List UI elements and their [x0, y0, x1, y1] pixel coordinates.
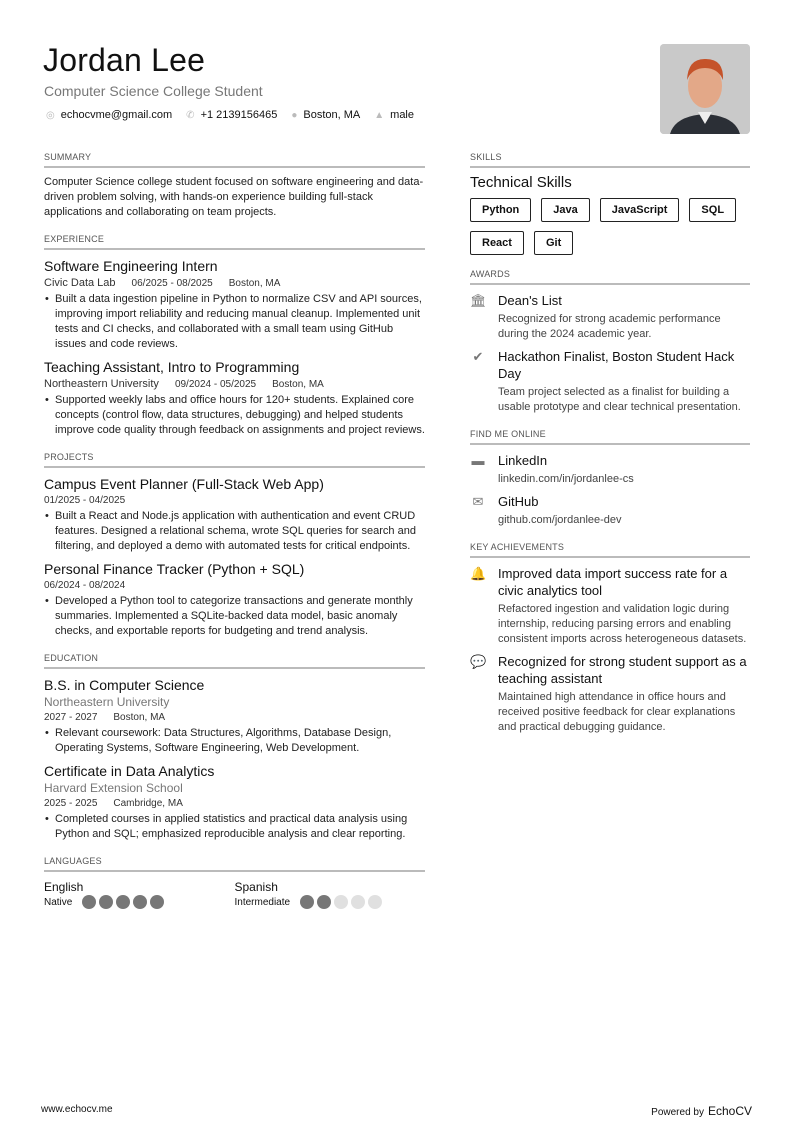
achievement-item: [470, 653, 750, 735]
projects-section: [44, 452, 425, 639]
experience-item: [44, 358, 425, 438]
comment-icon: 💬: [470, 654, 487, 669]
phone-icon: ✆: [186, 109, 195, 121]
powered-by-label: Powered by: [651, 1107, 704, 1118]
education-section: [44, 653, 425, 842]
proficiency-dots: [82, 895, 164, 909]
project-name: Campus Event Planner (Full-Stack Web App): [44, 476, 324, 492]
summary-text: Computer Science college student focused on software engineering and data-driven problem solving, with hands-on experience building full-stack applications and collaborating on team projects.: [44, 176, 424, 218]
location-pin-icon: ●: [291, 109, 298, 121]
award-item: [470, 348, 750, 415]
school: Harvard Extension School: [44, 781, 183, 795]
section-heading: PROJECTS: [44, 452, 425, 468]
degree: Certificate in Data Analytics: [44, 763, 215, 779]
check-badge-icon: ✔: [472, 349, 484, 364]
candidate-name: Jordan Lee: [43, 42, 206, 78]
location: Boston, MA: [113, 712, 166, 723]
bullet: • Completed courses in applied statistics and practical data analysis using Python and SQL; emphasized reproducible analysis and clear reporting.: [44, 812, 425, 842]
dates: 06/2024 - 08/2024: [44, 580, 126, 591]
section-heading: AWARDS: [470, 269, 750, 285]
proficiency-dot: [300, 895, 314, 909]
phone[interactable]: +1 2139156465: [200, 109, 278, 121]
skills-section: [470, 152, 750, 255]
school: Northeastern University: [44, 695, 170, 709]
proficiency-dot: [133, 895, 147, 909]
achievement-title: Recognized for strong student support as a teaching assistant: [498, 654, 747, 686]
skill-group-title: Technical Skills: [470, 174, 572, 191]
gender: male: [390, 109, 414, 121]
awards-section: [470, 269, 750, 415]
section-heading: KEY ACHIEVEMENTS: [470, 542, 750, 558]
proficiency-dot: [99, 895, 113, 909]
footer-website[interactable]: www.echocv.me: [41, 1104, 113, 1115]
online-url[interactable]: github.com/jordanlee-dev: [498, 514, 622, 526]
bullet: • Built a data ingestion pipeline in Python to normalize CSV and API sources, improving import reliability and reducing manual cleanup. Implemented unit tests and CI checks, and collaborated with a small team using GitHub issues and code reviews.: [44, 292, 425, 352]
candidate-title: Computer Science College Student: [44, 83, 263, 99]
achievement-desc: Refactored ingestion and validation logic during internship, reducing parsing errors and enabling consistent imports across heterogeneous datasets.: [498, 603, 747, 645]
proficiency-dot: [150, 895, 164, 909]
card-icon: ▬: [471, 453, 485, 468]
online-item: [470, 493, 750, 528]
project-item: [44, 475, 425, 554]
language-item: [235, 879, 426, 909]
location: Cambridge, MA: [113, 798, 183, 809]
brand-logo: EchoCV: [707, 1104, 752, 1118]
proficiency-dot: [334, 895, 348, 909]
online-title: GitHub: [498, 494, 539, 509]
award-item: [470, 292, 750, 342]
at-icon: ◎: [46, 109, 55, 121]
skill-tag: React: [470, 231, 524, 255]
degree: B.S. in Computer Science: [44, 677, 205, 693]
language-name: Spanish: [234, 880, 278, 894]
language-level: Native: [44, 896, 73, 908]
section-heading: FIND ME ONLINE: [470, 429, 750, 445]
dates: 01/2025 - 04/2025: [44, 495, 126, 506]
award-desc: Recognized for strong academic performance during the 2024 academic year.: [498, 313, 721, 340]
achievements-section: [470, 542, 750, 735]
location: Boston, MA: [272, 379, 324, 390]
section-heading: SKILLS: [470, 152, 750, 168]
languages-section: [44, 856, 425, 909]
project-name: Personal Finance Tracker (Python + SQL): [44, 561, 305, 577]
envelope-icon: ✉: [472, 494, 484, 509]
section-heading: LANGUAGES: [44, 856, 425, 872]
proficiency-dot: [368, 895, 382, 909]
online-title: LinkedIn: [498, 453, 548, 468]
bank-icon: 🏛: [470, 293, 487, 308]
experience-item: [44, 257, 425, 352]
experience-section: [44, 234, 425, 438]
skill-tag: SQL: [689, 198, 736, 222]
dates: 09/2024 - 05/2025: [174, 379, 257, 390]
person-icon: ▲: [374, 109, 385, 121]
education-item: [44, 762, 425, 842]
section-heading: EXPERIENCE: [44, 234, 425, 250]
right-column: [470, 152, 750, 749]
profile-photo: [660, 44, 750, 134]
bullet: • Built a React and Node.js application with authentication and event CRUD features. Designed a relational schema, wrote SQL queries for search and filtering, and deployed a demo with automated tests for critical endpoints.: [44, 509, 425, 554]
bullet: • Supported weekly labs and office hours for 120+ students. Explained core concepts (control flow, data structures, debugging) and helped students improve code quality through feedback on assignments and project reviews.: [44, 393, 425, 438]
job-role: Software Engineering Intern: [44, 258, 218, 274]
job-role: Teaching Assistant, Intro to Programming: [44, 359, 300, 375]
award-title: Hackathon Finalist, Boston Student Hack Day: [498, 349, 735, 381]
email[interactable]: echocvme@gmail.com: [60, 109, 173, 121]
bell-icon: 🔔: [470, 566, 487, 581]
bullet: • Relevant coursework: Data Structures, Algorithms, Database Design, Operating Systems, Software Engineering, Web Development.: [44, 726, 425, 756]
proficiency-dot: [116, 895, 130, 909]
organization: Civic Data Lab: [44, 277, 116, 289]
skill-tag: Java: [541, 198, 589, 222]
education-item: [44, 676, 425, 756]
online-url[interactable]: linkedin.com/in/jordanlee-cs: [498, 473, 634, 485]
achievement-item: [470, 565, 750, 647]
online-item: [470, 452, 750, 487]
achievement-desc: Maintained high attendance in office hours and received positive feedback for clear explanations and practical debugging guidance.: [498, 691, 736, 733]
dates: 2027 - 2027: [44, 712, 98, 723]
summary-section: [44, 152, 425, 220]
proficiency-dot: [351, 895, 365, 909]
left-column: [44, 152, 425, 923]
contact-info: [46, 109, 414, 121]
organization: Northeastern University: [44, 378, 159, 390]
skill-tag: JavaScript: [600, 198, 680, 222]
bullet: • Developed a Python tool to categorize transactions and generate monthly summaries. Implemented a SQLite-backed data model, basic anomaly checks, and exportable reports for budgeting and trend analysis.: [44, 594, 425, 639]
location: Boston, MA: [228, 278, 281, 289]
skill-tag: Python: [470, 198, 531, 222]
language-level: Intermediate: [234, 896, 291, 908]
online-section: [470, 429, 750, 528]
achievement-title: Improved data import success rate for a civic analytics tool: [498, 566, 728, 598]
location: Boston, MA: [303, 109, 361, 121]
award-title: Dean's List: [498, 293, 562, 308]
section-heading: SUMMARY: [44, 152, 425, 168]
skill-tags: [470, 198, 750, 255]
language-name: English: [44, 880, 84, 894]
dates: 06/2025 - 08/2025: [131, 278, 213, 289]
project-item: [44, 560, 425, 639]
language-item: [44, 879, 235, 909]
section-heading: EDUCATION: [44, 653, 425, 669]
skill-tag: Git: [534, 231, 573, 255]
proficiency-dot: [82, 895, 96, 909]
proficiency-dot: [317, 895, 331, 909]
proficiency-dots: [300, 895, 382, 909]
footer-powered-by: [651, 1104, 752, 1118]
award-desc: Team project selected as a finalist for building a usable prototype and clear technical presentation.: [498, 386, 741, 413]
dates: 2025 - 2025: [44, 798, 98, 809]
